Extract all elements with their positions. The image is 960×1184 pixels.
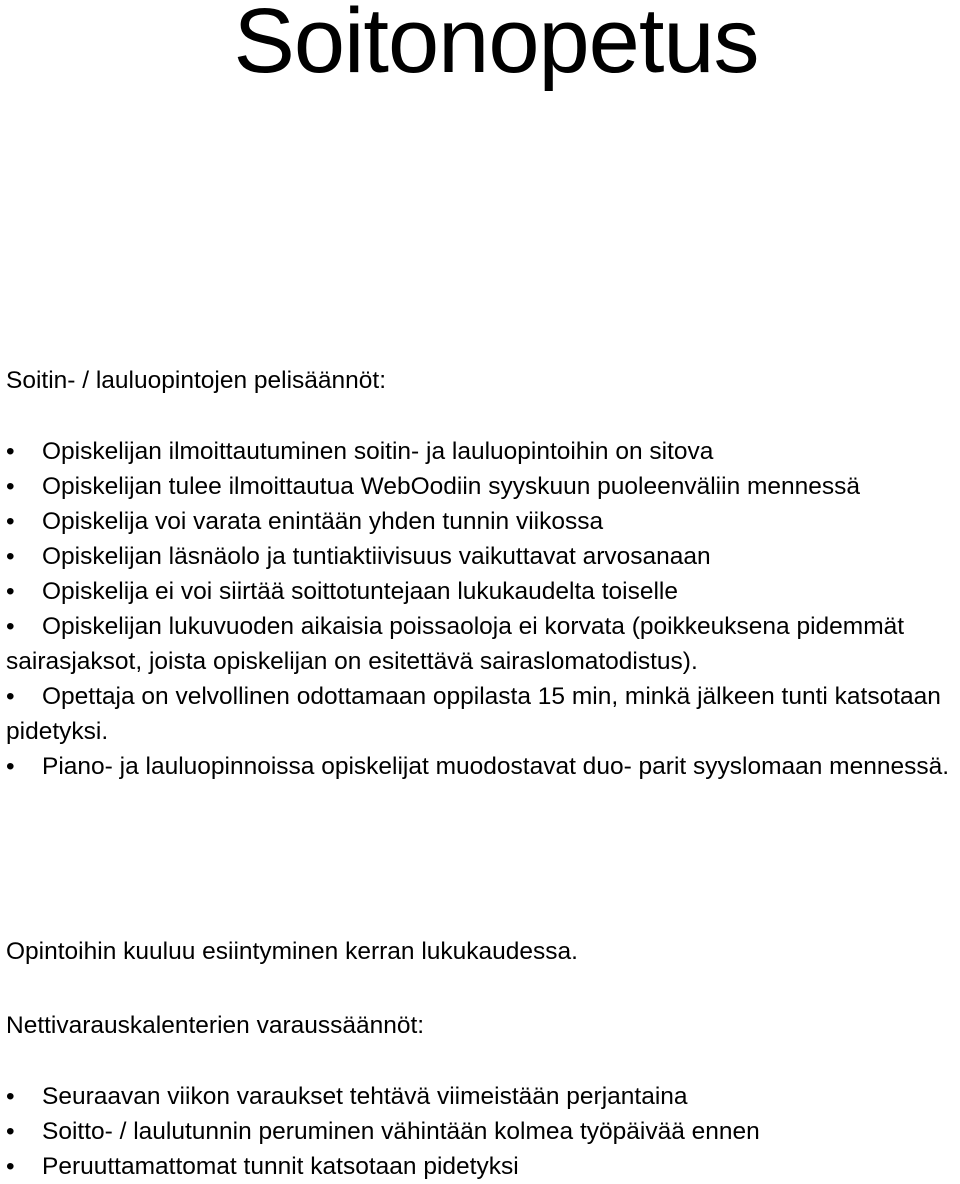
list-item-text: Opiskelijan tulee ilmoittautua WebOodiin syyskuun puoleenväliin mennessä <box>42 473 861 500</box>
list-item-text: Piano- ja lauluopinnoissa opiskelijat muodostavat duo- parit syyslomaan mennessä. <box>42 753 950 780</box>
list-item-text: Peruuttamattomat tunnit katsotaan pidetyksi <box>42 1153 519 1180</box>
list-item-text: Opiskelijan ilmoittautuminen soitin- ja lauluopintoihin on sitova <box>42 438 714 465</box>
list-item <box>6 1079 960 1114</box>
list-item-text: Opiskelijan lukuvuoden aikaisia poissaoloja ei korvata (poikkeuksena pidemmät sairasjaksot, joista opiskelijan on esitettävä sairaslomatodistus). <box>6 613 905 675</box>
list-item <box>6 609 960 679</box>
list-item <box>6 469 960 504</box>
performance-note: Opintoihin kuuluu esiintyminen kerran lukukaudessa. <box>6 938 578 965</box>
bullet-icon: • <box>6 1118 15 1145</box>
rules-list <box>6 434 960 784</box>
list-item <box>6 434 960 469</box>
bullet-icon: • <box>6 578 15 605</box>
list-item <box>6 539 960 574</box>
bullet-icon: • <box>6 508 15 535</box>
booking-rules-list <box>6 1079 960 1184</box>
list-item <box>6 504 960 539</box>
bullet-icon: • <box>6 543 15 570</box>
list-item <box>6 1114 960 1149</box>
list-item <box>6 679 960 749</box>
list-item-text: Soitto- / laulutunnin peruminen vähintään kolmea työpäivää ennen <box>42 1118 760 1145</box>
bullet-icon: • <box>6 683 15 710</box>
list-item-text: Opiskelijan läsnäolo ja tuntiaktiivisuus vaikuttavat arvosanaan <box>42 543 711 570</box>
bullet-icon: • <box>6 438 15 465</box>
booking-heading: Nettivarauskalenterien varaussäännöt: <box>6 1012 425 1039</box>
rules-heading: Soitin- / lauluopintojen pelisäännöt: <box>6 367 387 394</box>
page-title: Soitonopetus <box>233 0 759 92</box>
list-item-text: Opiskelija voi varata enintään yhden tunnin viikossa <box>42 508 604 535</box>
list-item-text: Opiskelija ei voi siirtää soittotuntejaan lukukaudelta toiselle <box>42 578 678 605</box>
list-item <box>6 749 960 784</box>
list-item <box>6 574 960 609</box>
bullet-icon: • <box>6 1083 15 1110</box>
bullet-icon: • <box>6 613 15 640</box>
list-item <box>6 1149 960 1184</box>
bullet-icon: • <box>6 473 15 500</box>
bullet-icon: • <box>6 1153 15 1180</box>
list-item-text: Opettaja on velvollinen odottamaan oppilasta 15 min, minkä jälkeen tunti katsotaan pidetyksi. <box>6 683 941 745</box>
bullet-icon: • <box>6 753 15 780</box>
list-item-text: Seuraavan viikon varaukset tehtävä viimeistään perjantaina <box>42 1083 688 1110</box>
